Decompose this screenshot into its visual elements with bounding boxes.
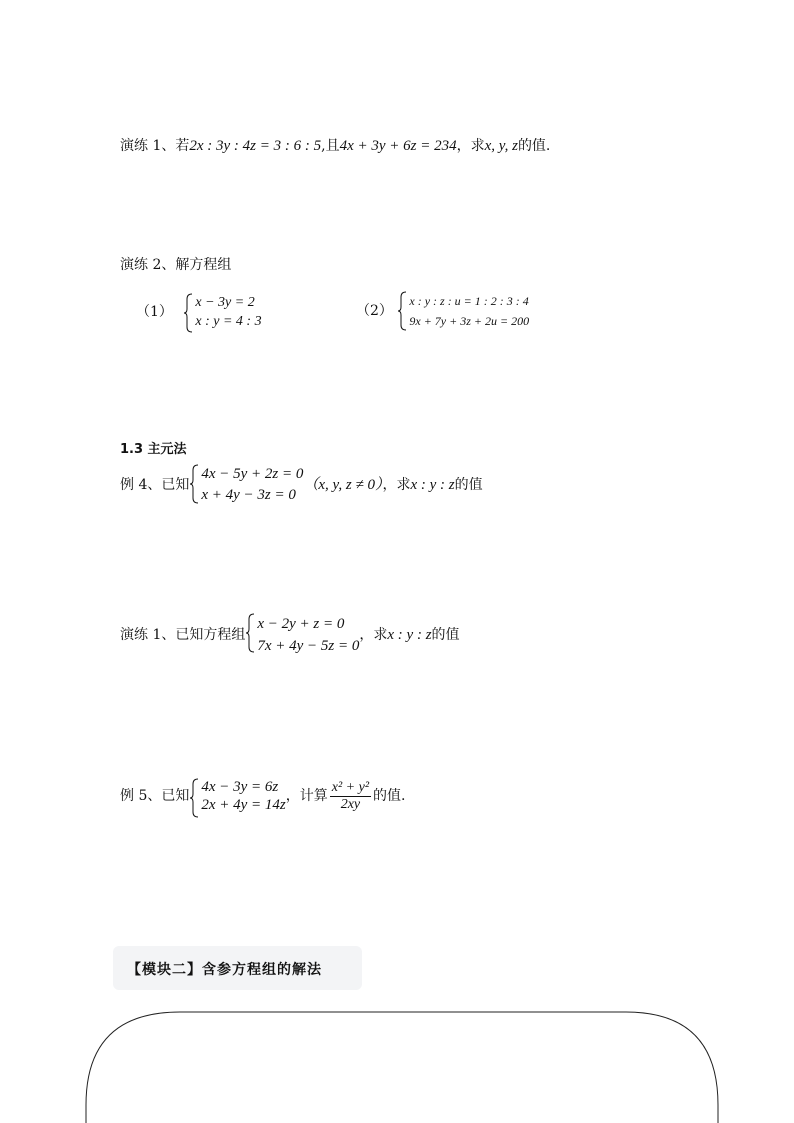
example-5-tail: 的值.	[373, 788, 406, 804]
example-4-row-2: x + 4y − 3z = 0	[201, 487, 296, 503]
exercise-1-mid: ,且	[321, 138, 340, 154]
fraction-denominator: 2xy	[340, 796, 361, 812]
fraction-numerator: x² + y²	[331, 779, 370, 795]
part-2-row-2: 9x + 7y + 3z + 2u = 200	[409, 314, 530, 328]
part-2-row-1: x : y : z : u = 1 : 2 : 3 : 4	[409, 294, 529, 308]
part-1-label: （1）	[136, 304, 173, 320]
example-5-label: 例 5、已知	[120, 788, 190, 804]
example-4-tail: 的值	[454, 477, 483, 493]
exercise-1-tail: 的值.	[517, 138, 551, 154]
exercise-1-tail-pre: ，求	[456, 138, 485, 154]
exercise-2-label: 演练 2、解方程组	[120, 257, 232, 273]
example-4-tail-pre: ，求	[382, 477, 411, 493]
exercise-3-tail-pre: ，求	[359, 627, 388, 643]
exercise-1-label: 演练 1、若	[120, 138, 190, 154]
example-5-row-1: 4x − 3y = 6z	[201, 779, 279, 795]
exercise-1-ratio: 2x : 3y : 4z = 3 : 6 : 5	[189, 138, 322, 154]
example-5-row-2: 2x + 4y = 14z	[201, 797, 286, 813]
module-title: 【模块二】含参方程组的解法	[127, 962, 322, 978]
part-1-row-1: x − 3y = 2	[195, 295, 255, 310]
exercise-3-tail: 的值	[431, 627, 460, 643]
exercise-1-equation: 4x + 3y + 6z = 234	[339, 138, 457, 154]
exercise-3-row-1: x − 2y + z = 0	[257, 616, 345, 632]
example-4-condition: （x, y, z ≠ 0）	[303, 477, 383, 493]
exercise-3-row-2: 7x + 4y − 5z = 0	[257, 638, 360, 654]
exercise-3-ratio: x : y : z	[387, 627, 432, 643]
part-1-row-2: x : y = 4 : 3	[195, 314, 262, 329]
section-heading: 1.3 主元法	[120, 442, 187, 457]
example-4-row-1: 4x − 5y + 2z = 0	[201, 466, 304, 482]
example-4-label: 例 4、已知	[120, 477, 190, 493]
part-2-label: （2）	[356, 303, 393, 319]
exercise-3-label: 演练 1、已知方程组	[120, 627, 246, 643]
example-5-tail-pre: ，计算	[285, 788, 328, 804]
example-4-ratio: x : y : z	[410, 477, 455, 493]
exercise-1-vars: x, y, z	[484, 138, 518, 154]
